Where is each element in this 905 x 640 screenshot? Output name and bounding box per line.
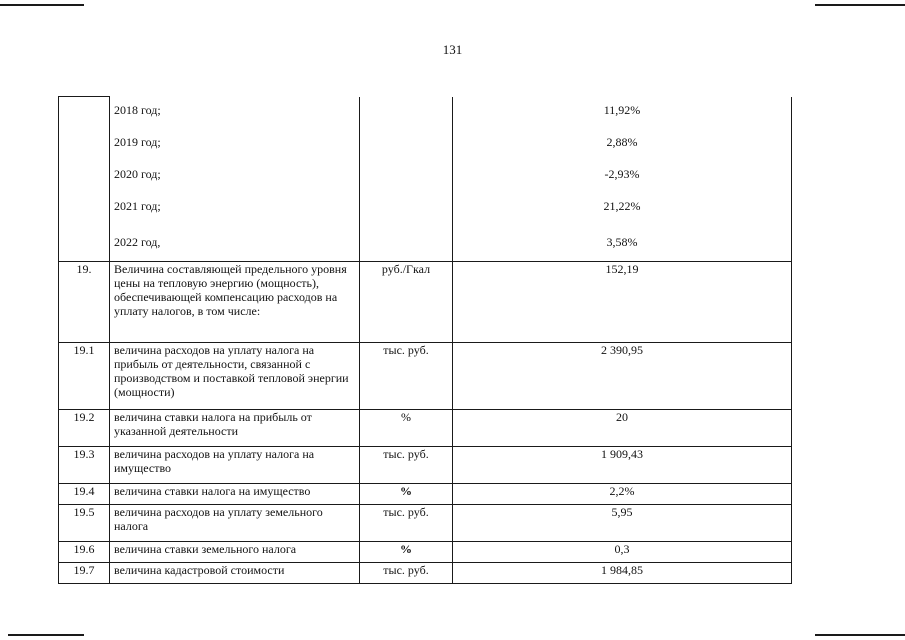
table-row [59, 484, 792, 505]
row-unit-cell: % [360, 484, 453, 505]
row-name-cell: Величина составляющей предельного уровня цены на тепловую энергию (мощность), обеспечивающей компенсацию расходов на уплату налогов, в том числе: [110, 262, 360, 343]
row-name-cell: величина ставки земельного налога [110, 542, 360, 563]
row-unit-cell: тыс. руб. [360, 563, 453, 584]
table-row-year [59, 229, 792, 262]
row-number-cell [59, 161, 110, 193]
row-unit-cell [360, 129, 453, 161]
row-value-cell: 20 [453, 410, 792, 447]
row-value-cell: 152,19 [453, 262, 792, 343]
row-name-cell: величина кадастровой стоимости [110, 563, 360, 584]
row-name-cell: 2019 год; [110, 129, 360, 161]
table-row [59, 563, 792, 584]
table-row [59, 343, 792, 410]
page-number: 131 [442, 42, 463, 57]
row-number-cell [59, 193, 110, 229]
row-number-cell: 19.2 [59, 410, 110, 447]
scan-edge-mark-bottom-right [815, 634, 905, 636]
table-row [59, 505, 792, 542]
row-unit-cell: руб./Гкал [360, 262, 453, 343]
row-name-cell: 2022 год, [110, 229, 360, 262]
row-number-cell [59, 129, 110, 161]
row-value-cell: 3,58% [453, 229, 792, 262]
row-name-cell: 2021 год; [110, 193, 360, 229]
row-value-cell: 1 909,43 [453, 447, 792, 484]
row-number-cell: 19.3 [59, 447, 110, 484]
row-name-cell: величина ставки налога на имущество [110, 484, 360, 505]
row-name-cell: 2018 год; [110, 97, 360, 130]
row-value-cell: 2,2% [453, 484, 792, 505]
scan-edge-mark-top-right [815, 4, 905, 6]
row-unit-cell: тыс. руб. [360, 447, 453, 484]
table-row-year [59, 161, 792, 193]
row-number-cell: 19.6 [59, 542, 110, 563]
row-number-cell: 19.5 [59, 505, 110, 542]
row-number-cell [59, 229, 110, 262]
row-unit-cell: % [360, 542, 453, 563]
row-value-cell: 11,92% [453, 97, 792, 130]
row-unit-cell [360, 229, 453, 262]
table-row [59, 262, 792, 343]
row-name-cell: 2020 год; [110, 161, 360, 193]
table-row-year [59, 193, 792, 229]
row-value-cell: 5,95 [453, 505, 792, 542]
row-name-cell: величина расходов на уплату земельного налога [110, 505, 360, 542]
scan-edge-mark-bottom-left [8, 634, 84, 636]
row-value-cell: 0,3 [453, 542, 792, 563]
row-value-cell: -2,93% [453, 161, 792, 193]
row-name-cell: величина ставки налога на прибыль от указанной деятельности [110, 410, 360, 447]
row-number-cell: 19.4 [59, 484, 110, 505]
tariff-table [58, 96, 792, 584]
row-unit-cell [360, 193, 453, 229]
table-row [59, 542, 792, 563]
row-number-cell: 19.7 [59, 563, 110, 584]
row-unit-cell: % [360, 410, 453, 447]
table-row-year [59, 97, 792, 130]
row-number-cell [59, 97, 110, 130]
row-unit-cell: тыс. руб. [360, 343, 453, 410]
scan-edge-mark-top-left [0, 4, 84, 6]
row-unit-cell [360, 161, 453, 193]
row-unit-cell [360, 97, 453, 130]
row-value-cell: 1 984,85 [453, 563, 792, 584]
row-value-cell: 2,88% [453, 129, 792, 161]
table-row [59, 447, 792, 484]
row-number-cell: 19.1 [59, 343, 110, 410]
table-row-year [59, 129, 792, 161]
table-row [59, 410, 792, 447]
row-value-cell: 2 390,95 [453, 343, 792, 410]
row-number-cell: 19. [59, 262, 110, 343]
row-name-cell: величина расходов на уплату налога на прибыль от деятельности, связанной с производством и поставкой тепловой энергии (мощности) [110, 343, 360, 410]
row-name-cell: величина расходов на уплату налога на имущество [110, 447, 360, 484]
row-value-cell: 21,22% [453, 193, 792, 229]
row-unit-cell: тыс. руб. [360, 505, 453, 542]
